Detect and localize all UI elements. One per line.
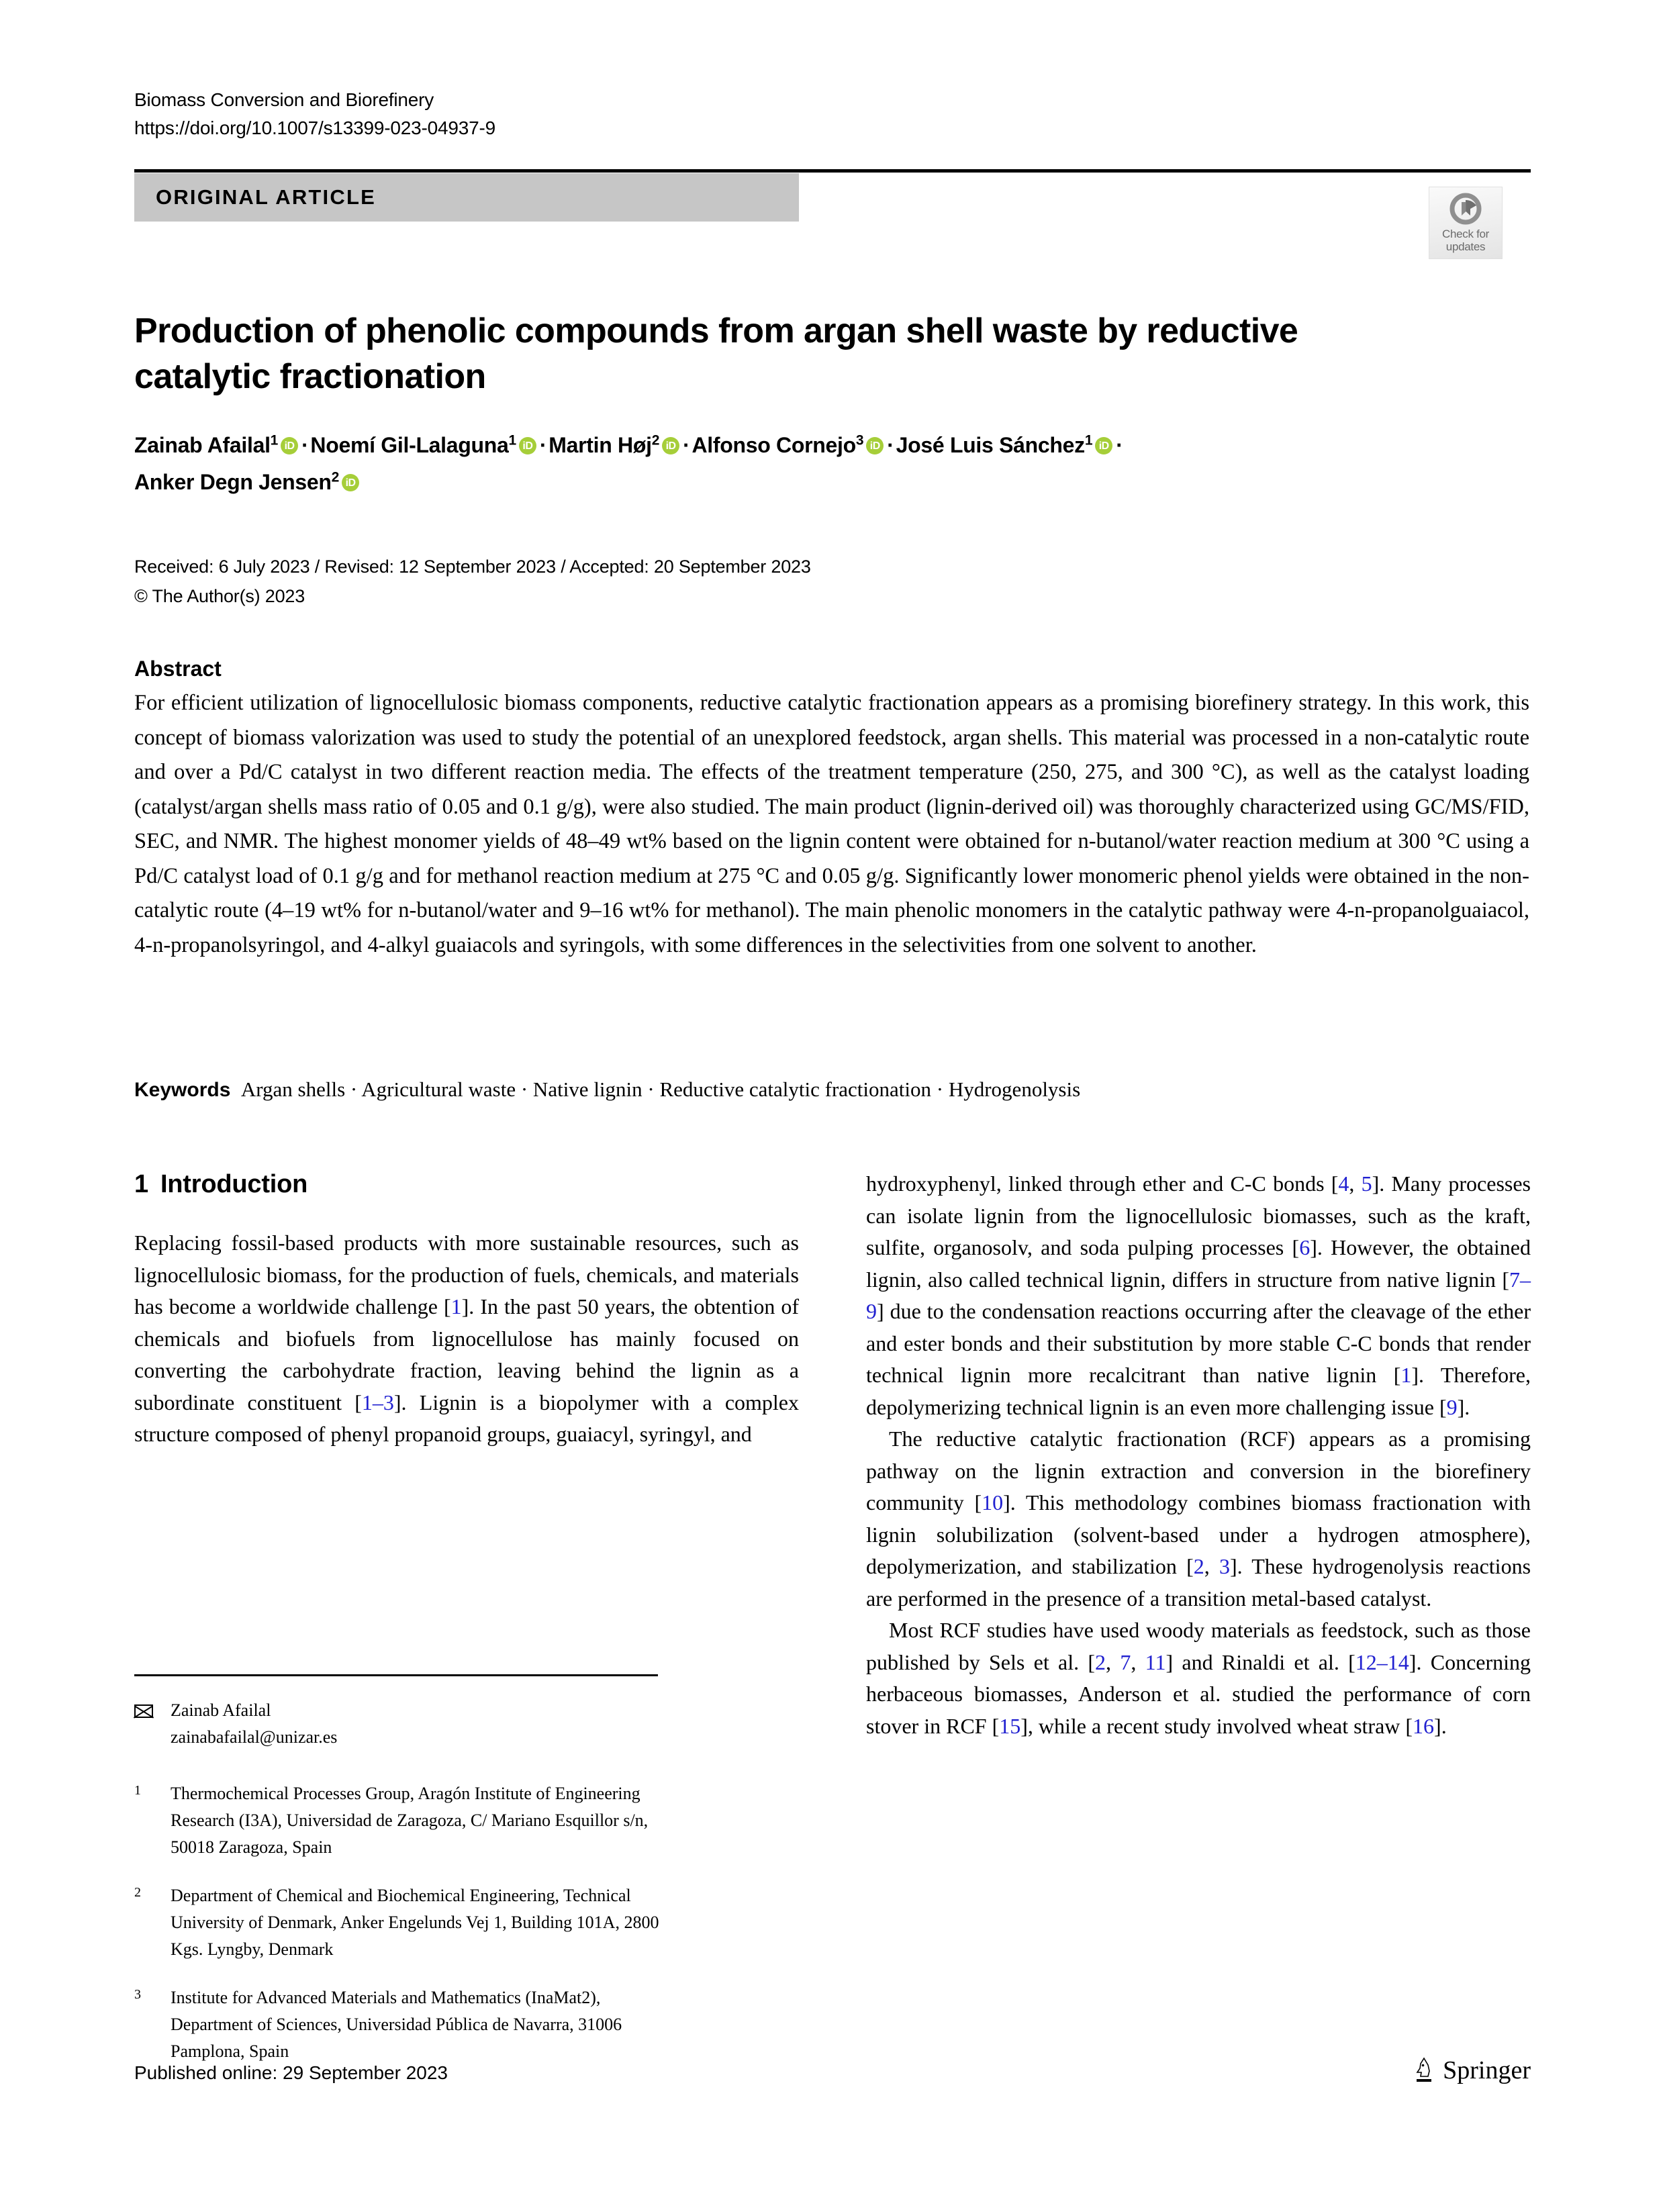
crossmark-line2: updates (1445, 240, 1486, 253)
affiliation-number: 3 (134, 1987, 141, 2002)
crossmark-label (1442, 228, 1489, 253)
keywords-line (134, 1074, 1531, 1106)
paragraph-text: , (1349, 1171, 1362, 1196)
author-list (134, 427, 1531, 501)
author-name[interactable]: Anker Degn Jensen (134, 470, 332, 494)
affiliation-text: Thermochemical Processes Group, Aragón Institute of Engineering Research (I3A), Universidad de Zaragoza, C/ Mariano Esquillor s/n, 50018 Zaragoza, Spain (171, 1784, 649, 1857)
abstract-heading: Abstract (134, 657, 222, 681)
author-name[interactable]: José Luis Sánchez (896, 433, 1085, 457)
journal-doi[interactable]: https://doi.org/10.1007/s13399-023-04937-9 (134, 117, 496, 138)
author-affiliation-marker: 1 (270, 432, 279, 448)
affiliation-text: Institute for Advanced Materials and Mathematics (InaMat2), Department of Sciences, Universidad Pública de Navarra, 31006 Pamplona, Spain (171, 1988, 622, 2061)
section-title: Introduction (160, 1170, 308, 1198)
keywords-text: Argan shells · Agricultural waste · Native lignin · Reductive catalytic fractionation · Hydrogenolysis (240, 1077, 1081, 1101)
corresponding-author-details (171, 1697, 337, 1751)
paragraph (866, 1168, 1531, 1423)
citation-link[interactable]: 10 (982, 1490, 1004, 1514)
author-separator: · (887, 433, 894, 457)
publisher-logo (1415, 2056, 1531, 2085)
affiliation-item (134, 1984, 671, 2065)
orcid-icon[interactable] (519, 437, 536, 454)
right-column (866, 1168, 1531, 1742)
publisher-name: Springer (1443, 2056, 1531, 2084)
paragraph (866, 1423, 1531, 1615)
citation-link[interactable]: 4 (1338, 1171, 1349, 1196)
corresponding-author-email[interactable]: zainabafailal@unizar.es (171, 1727, 338, 1747)
paragraph-text: ]. Therefore, depolymerizing technical lignin is an even more challenging issue [ (866, 1363, 1531, 1419)
copyright-line: © The Author(s) 2023 (134, 586, 305, 606)
citation-link[interactable]: 7 (1120, 1649, 1131, 1674)
citation-link[interactable]: 3 (1219, 1554, 1230, 1578)
paragraph-text: ] and Rinaldi et al. [ (1166, 1649, 1355, 1674)
page-title: Production of phenolic compounds from argan shell waste by reductive catalytic fractionation (134, 311, 1298, 396)
paragraph-text: ]. Concerning herbaceous biomasses, Anderson et al. studied the performance of corn stover in RCF [ (866, 1649, 1531, 1738)
corresponding-author-name: Zainab Afailal (171, 1700, 271, 1720)
author-separator: · (539, 433, 547, 457)
envelope-icon (134, 1704, 153, 1718)
section-heading-introduction (134, 1168, 799, 1200)
citation-link[interactable]: 1 (450, 1294, 462, 1318)
paragraph-text: hydroxyphenyl, linked through ether and C-C bonds [ (866, 1171, 1339, 1196)
paragraph-text: , (1204, 1554, 1219, 1578)
citation-link[interactable]: 9 (1446, 1394, 1458, 1419)
author-affiliation-marker: 2 (651, 432, 660, 448)
orcid-icon[interactable] (662, 437, 679, 454)
author-separator: · (683, 433, 690, 457)
crossmark-line1: Check for (1441, 228, 1490, 240)
author-name[interactable]: Noemí Gil-Lalaguna (310, 433, 509, 457)
author-affiliation-marker: 3 (855, 432, 864, 448)
author-separator: · (1116, 433, 1123, 457)
section-number: 1 (134, 1170, 148, 1198)
crossmark-icon (1448, 191, 1483, 226)
citation-link[interactable]: 16 (1413, 1713, 1435, 1738)
paragraph-text: ]. These hydrogenolysis reactions are performed in the presence of a transition metal-based catalyst. (866, 1554, 1531, 1610)
paragraph-text: ], while a recent study involved wheat straw [ (1020, 1713, 1413, 1738)
author-name[interactable]: Zainab Afailal (134, 433, 271, 457)
footnote-block (134, 1697, 671, 2086)
citation-link[interactable]: 11 (1145, 1649, 1166, 1674)
affiliation-text: Department of Chemical and Biochemical Engineering, Technical University of Denmark, Anker Engelunds Vej 1, Building 101A, 2800 Kgs. Lyngby, Denmark (171, 1886, 659, 1959)
author-name[interactable]: Martin Høj (549, 433, 652, 457)
affiliation-number: 1 (134, 1783, 141, 1798)
footnote-divider (134, 1674, 658, 1676)
orcid-icon[interactable] (342, 474, 359, 491)
header-divider (134, 169, 1531, 173)
paragraph (134, 1227, 799, 1451)
paragraph-text: Replacing fossil-based products with more sustainable resources, such as lignocellulosic biomass, for the production of fuels, chemicals, and materials has become a worldwide challenge [ (134, 1231, 799, 1318)
citation-link[interactable]: 7–9 (866, 1267, 1531, 1323)
paragraph-text: ]. (1434, 1713, 1447, 1738)
paragraph-text: , (1131, 1649, 1145, 1674)
citation-link[interactable]: 12–14 (1355, 1649, 1409, 1674)
citation-link[interactable]: 2 (1095, 1649, 1106, 1674)
paragraph-text: ]. In the past 50 years, the obtention of chemicals and biofuels from lignocellulose has mainly focused on converting the carbohydrate fraction, leaving behind the lignin as a subordinate constituent [ (134, 1294, 800, 1414)
article-type-banner (134, 173, 799, 222)
paragraph (866, 1615, 1531, 1742)
springer-knight-icon (1415, 2056, 1435, 2084)
paragraph-text: The reductive catalytic fractionation (RCF) appears as a promising pathway on the lignin extraction and conversion in the biorefinery community [ (866, 1427, 1531, 1514)
paragraph-text: , (1106, 1649, 1121, 1674)
affiliation-number: 2 (134, 1885, 141, 1900)
abstract-text: For efficient utilization of lignocellulosic biomass components, reductive catalytic fractionation appears as a promising biorefinery strategy. In this work, this concept of biomass valorization was used to study the potential of an unexplored feedstock, argan shells. This material was processed in a non-catalytic route and over a Pd/C catalyst in two different reaction media. The effects of the treatment temperature (250, 275, and 300 °C), as well as the catalyst loading (catalyst/argan shells mass ratio of 0.05 and 0.1 g/g), were also studied. The main product (lignin-derived oil) was thoroughly characterized using GC/MS/FID, SEC, and NMR. The highest monomer yields of 48–49 wt% based on the lignin content were obtained for n-butanol/water reaction medium at 300 °C using a Pd/C catalyst load of 0.1 g/g and for methanol reaction medium at 275 °C and 0.05 g/g. Significantly lower monomeric phenol yields were obtained in the non-catalytic route (4–19 wt% for n-butanol/water and 9–16 wt% for methanol). The main phenolic monomers in the catalytic pathway were 4-n-propanolguaiacol, 4-n-propanolsyringol, and 4-alkyl guaiacols and syringols, with some differences in the selectivities from one solvent to another. (134, 691, 1529, 957)
paragraph-text: ]. Many processes can isolate lignin from the lignocellulosic biomasses, such as the kraft, sulfite, organosolv, and soda pulping processes [ (866, 1171, 1531, 1259)
citation-link[interactable]: 2 (1193, 1554, 1204, 1578)
left-column (134, 1168, 799, 1451)
corresponding-author (134, 1697, 671, 1751)
published-online-date: Published online: 29 September 2023 (134, 2062, 448, 2083)
orcid-icon[interactable] (281, 437, 298, 454)
orcid-icon[interactable] (866, 437, 884, 454)
publication-dates (134, 552, 1531, 611)
citation-link[interactable]: 5 (1361, 1171, 1372, 1196)
paragraph-text: ]. (1457, 1394, 1470, 1419)
journal-name: Biomass Conversion and Biorefinery (134, 89, 434, 110)
affiliation-item (134, 1780, 671, 1861)
affiliation-item (134, 1882, 671, 1963)
author-separator: · (301, 433, 309, 457)
citation-link[interactable]: 1 (1400, 1363, 1412, 1387)
author-affiliation-marker: 1 (1084, 432, 1093, 448)
paragraph-text: Most RCF studies have used woody materials as feedstock, such as those published by Sels et al. [ (866, 1618, 1531, 1674)
paragraph-text: ]. This methodology combines biomass fractionation with lignin solubilization (solvent-based under a hydrogen atmosphere), depolymerization, and stabilization [ (866, 1490, 1531, 1578)
orcid-icon[interactable] (1095, 437, 1112, 454)
paragraph-text: ]. Lignin is a biopolymer with a complex structure composed of phenyl propanoid groups, guaiacyl, syringyl, and (134, 1390, 800, 1446)
author-affiliation-marker: 2 (331, 469, 340, 485)
paragraph-text: ]. However, the obtained lignin, also called technical lignin, differs in structure from native lignin [ (866, 1235, 1531, 1292)
article-type-label: ORIGINAL ARTICLE (156, 185, 376, 209)
paragraph-text: ] due to the condensation reactions occurring after the cleavage of the ether and ester bonds and their substitution by more stable C-C bonds that render technical lignin more recalcitrant than native lignin [ (866, 1299, 1531, 1387)
journal-header (134, 86, 1531, 142)
keywords-label: Keywords (134, 1079, 231, 1101)
citation-link[interactable]: 1–3 (361, 1390, 394, 1414)
check-for-updates-badge[interactable] (1429, 187, 1503, 259)
author-affiliation-marker: 1 (508, 432, 516, 448)
author-name[interactable]: Alfonso Cornejo (692, 433, 856, 457)
citation-link[interactable]: 6 (1299, 1235, 1311, 1259)
received-revised-accepted: Received: 6 July 2023 / Revised: 12 September 2023 / Accepted: 20 September 2023 (134, 557, 811, 577)
citation-link[interactable]: 15 (999, 1713, 1021, 1738)
